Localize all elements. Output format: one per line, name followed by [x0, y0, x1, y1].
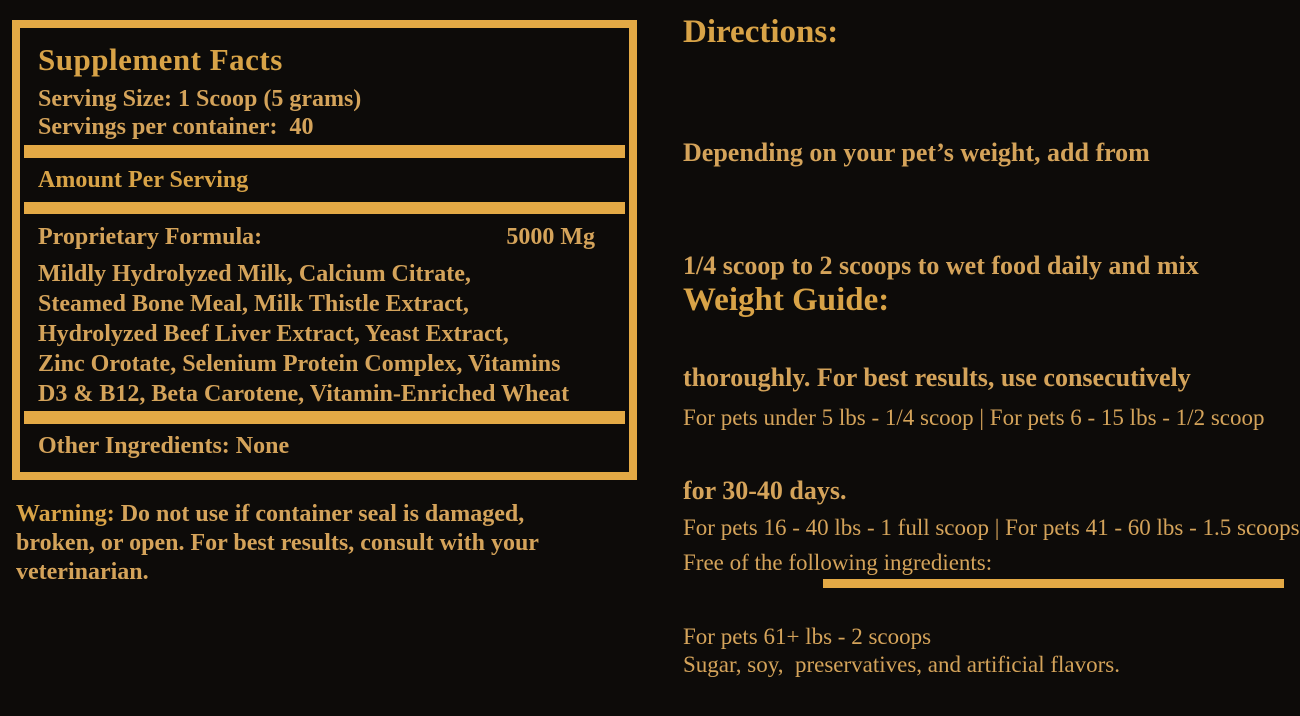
facts-title: Supplement Facts	[38, 42, 283, 77]
weight-guide-line: For pets 16 - 40 lbs - 1 full scoop | For pets 41 - 60 lbs - 1.5 scoops	[683, 514, 1300, 540]
weight-guide-title: Weight Guide:	[683, 282, 890, 318]
ingredients-list	[38, 259, 611, 409]
free-of-section	[683, 478, 1120, 716]
weight-guide-line: For pets 61+ lbs - 2 scoops	[683, 624, 932, 649]
ingredients-line: D3 & B12, Beta Carotene, Vitamin-Enriched Wheat	[38, 381, 570, 408]
directions-line: thoroughly. For best results, use consecutively	[683, 363, 1191, 392]
warning-label: Warning:	[16, 501, 115, 527]
directions-line: Depending on your pet’s weight, add from	[683, 138, 1150, 167]
ingredients-line: Mildly Hydrolyzed Milk, Calcium Citrate,	[38, 261, 471, 288]
warning-text	[16, 500, 626, 587]
directions-title: Directions:	[683, 14, 839, 50]
ingredients-line: Hydrolyzed Beef Liver Extract, Yeast Extract,	[38, 321, 509, 348]
free-of-line: Sugar, soy, preservatives, and artificial flavors.	[683, 652, 1120, 677]
directions-line: for 30-40 days.	[683, 475, 847, 505]
formula-section	[24, 214, 625, 411]
section-divider	[24, 411, 625, 424]
warning-line3: veterinarian.	[16, 559, 149, 585]
ingredients-line: Zinc Orotate, Selenium Protein Complex, Vitamins	[38, 351, 561, 378]
servings-per-container: Servings per container: 40	[38, 114, 314, 140]
supplement-facts-panel	[12, 20, 637, 480]
other-ingredients-label: Other Ingredients: None	[38, 432, 290, 459]
cropped-gold-bar	[823, 579, 1284, 588]
amount-per-serving-section	[24, 158, 625, 202]
serving-size: Serving Size: 1 Scoop (5 grams)	[38, 86, 362, 112]
warning-line2: broken, or open. For best results, consult with your	[16, 530, 539, 556]
warning-line1: Do not use if container seal is damaged,	[114, 501, 525, 527]
weight-guide-line: For pets under 5 lbs - 1/4 scoop | For pets 6 - 15 lbs - 1/2 scoop	[683, 405, 1265, 430]
section-divider	[24, 202, 625, 214]
facts-header	[24, 32, 625, 145]
formula-name: Proprietary Formula:	[38, 224, 263, 251]
other-ingredients-section	[24, 424, 625, 468]
ingredients-line: Steamed Bone Meal, Milk Thistle Extract,	[38, 291, 469, 318]
directions-line: 1/4 scoop to 2 scoops to wet food daily and mix	[683, 250, 1199, 280]
formula-amount: 5000 Mg	[506, 224, 595, 251]
free-of-line: Free of the following ingredients:	[683, 550, 993, 575]
amount-per-serving-label: Amount Per Serving	[38, 166, 249, 193]
section-divider	[24, 145, 625, 158]
